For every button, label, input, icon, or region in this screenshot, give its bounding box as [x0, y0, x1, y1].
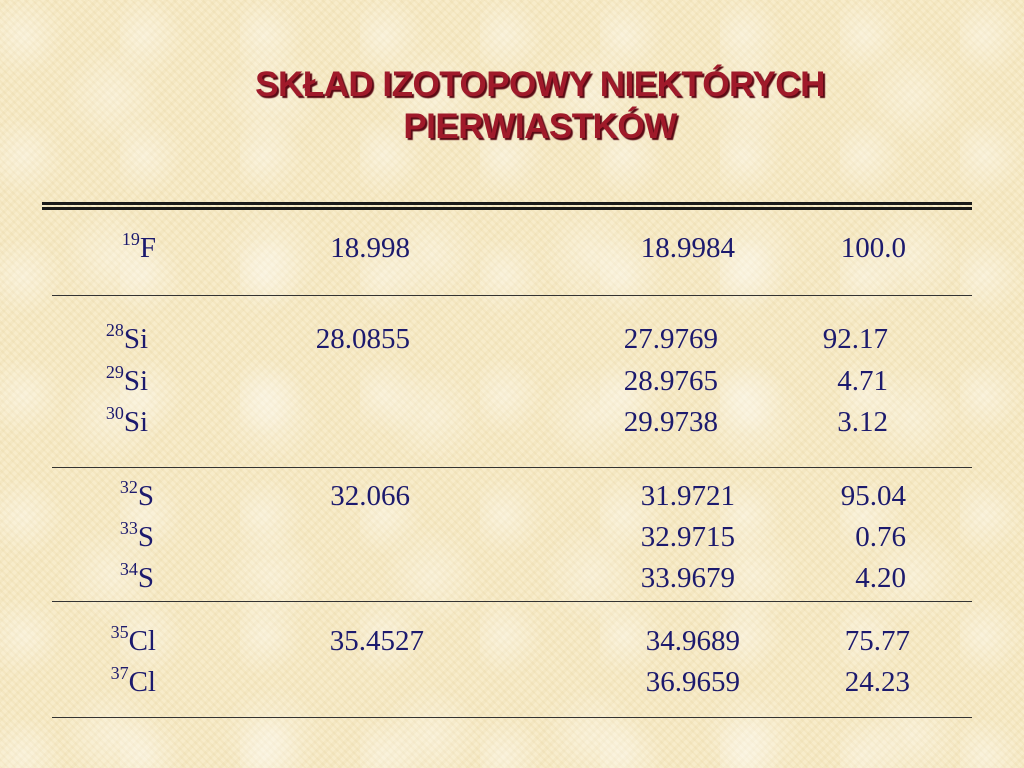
isotope-label: $^{28}$Si [105, 320, 148, 355]
abundance: 100.0 [840, 232, 906, 264]
isotope-label: $^{29}$Si [105, 362, 148, 397]
abundance: 24.23 [844, 666, 910, 698]
isotope-label: $^{19}$F [121, 229, 156, 264]
title-line-2: PIERWIASTKÓW [403, 107, 677, 146]
group-separator [52, 467, 972, 468]
abundance: 92.17 [822, 323, 888, 355]
isotope-label: $^{32}$S [119, 477, 154, 512]
isotope-label: $^{37}$Cl [110, 663, 156, 698]
isotope-mass: 34.9689 [645, 625, 740, 657]
element-mass: 35.4527 [329, 625, 424, 657]
abundance: 0.76 [855, 521, 906, 553]
group-separator [52, 295, 972, 296]
table-top-rule [42, 202, 972, 205]
table-top-rule-2 [42, 207, 972, 210]
isotope-mass: 27.9769 [623, 323, 718, 355]
table-bottom-rule [52, 717, 972, 718]
isotope-label: $^{33}$S [119, 518, 154, 553]
abundance: 75.77 [844, 625, 910, 657]
isotope-label: $^{30}$Si [105, 403, 148, 438]
element-mass: 28.0855 [315, 323, 410, 355]
element-mass: 32.066 [330, 480, 410, 512]
isotope-mass: 32.9715 [640, 521, 735, 553]
title-line-1: SKŁAD IZOTOPOWY NIEKTÓRYCH [255, 65, 825, 104]
group-separator [52, 601, 972, 602]
isotope-mass: 28.9765 [623, 365, 718, 397]
isotope-mass: 33.9679 [640, 562, 735, 594]
abundance: 95.04 [840, 480, 906, 512]
isotope-mass: 18.9984 [640, 232, 735, 264]
isotope-mass: 29.9738 [623, 406, 718, 438]
element-mass: 18.998 [330, 232, 410, 264]
abundance: 4.20 [855, 562, 906, 594]
slide-title [110, 64, 970, 148]
isotope-mass: 31.9721 [640, 480, 735, 512]
abundance: 4.71 [837, 365, 888, 397]
abundance: 3.12 [837, 406, 888, 438]
isotope-label: $^{34}$S [119, 559, 154, 594]
isotope-label: $^{35}$Cl [110, 622, 156, 657]
isotope-mass: 36.9659 [645, 666, 740, 698]
